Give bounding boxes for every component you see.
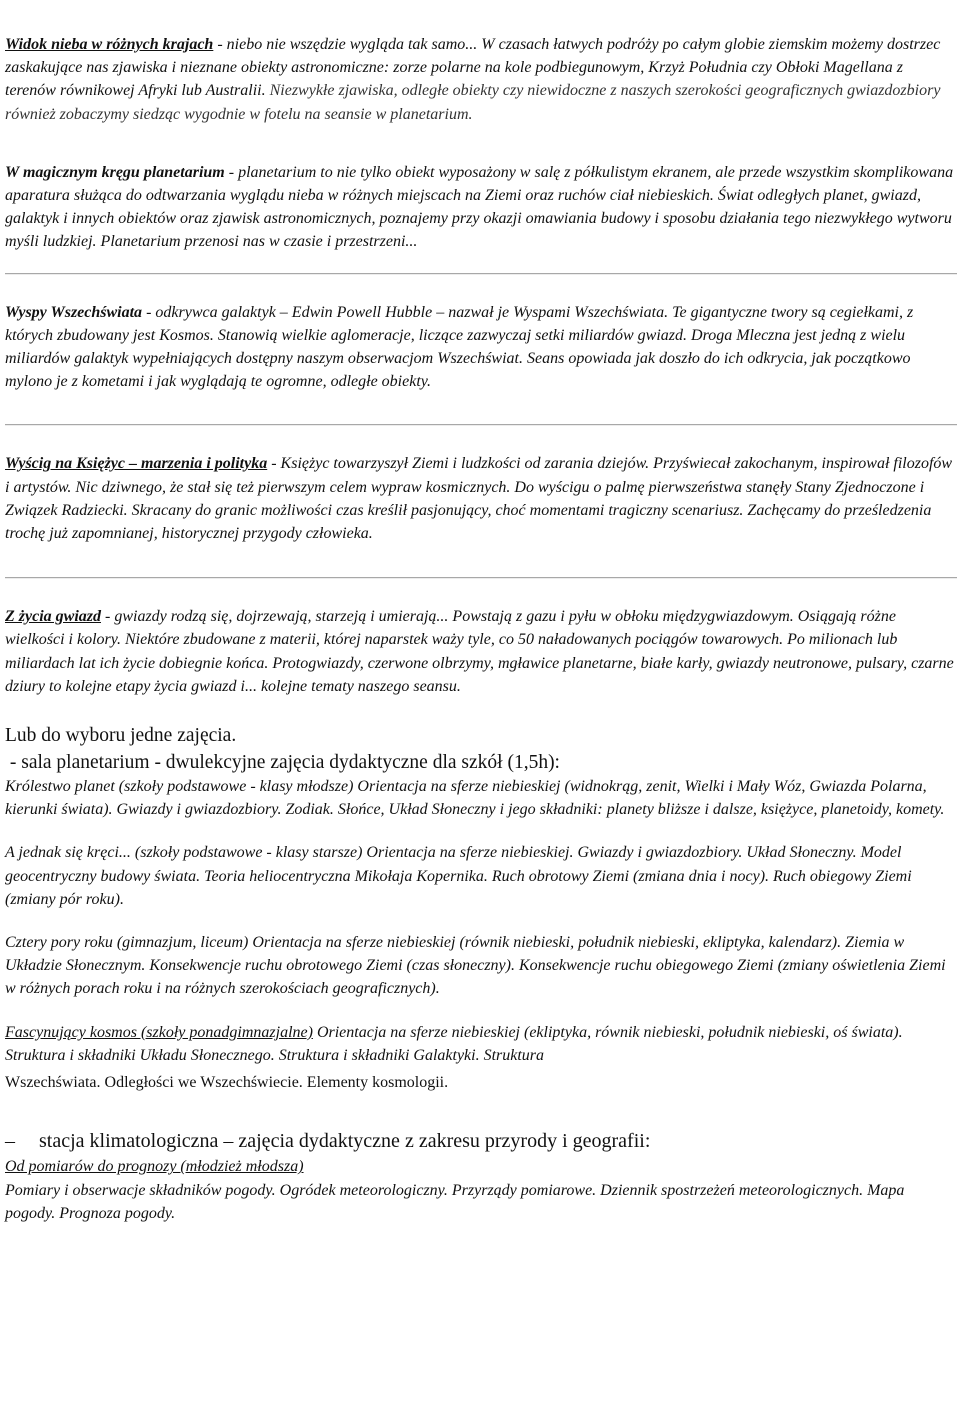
document-page: [5, 33, 957, 1225]
section-divider: [5, 577, 957, 579]
section-divider: [5, 424, 957, 426]
class-cztery-pory-roku: [5, 931, 957, 1001]
station-heading: [5, 1129, 957, 1153]
section-text: planetarium to nie tylko obiekt wyposażony w salę z półkulistym ekranem, ale przede wszystkim skomplikowana aparatura służąca do odtwarzania wyglądu nieba w różnych miejscach na Ziemi oraz ruchów ciał niebieskich. Świat odległych planet, gwiazd, galaktyk i innych obiektów oraz zjawisk astronomicznych, poznajemy przy okazji omawiania budowy i sposobu działania tego niezwykłego wytworu myśli ludzkiej. Planetarium przenosi nas w czasie i przestrzeni...: [5, 163, 954, 251]
section-title: Widok nieba w różnych krajach: [5, 36, 214, 53]
class-text: Orientacja na sferze niebieskiej (równik niebieski, południk niebieski, ekliptyka, kalendarz). Ziemia w Układzie Słonecznym. Konsekwencje ruchu obrotowego Ziemi (czas słoneczny). Konsekwencje ruchu obiegowego Ziemi (zmiany oświetlenia Ziemi w różnych porach roku i na różnych szerokościach geograficznych).: [5, 934, 946, 998]
section-text: niebo nie wszędzie wygląda tak samo... W czasach łatwych podróży po całym globie ziemskim możemy dostrzec zaskakujące nas zjawiska i nieznane obiekty astronomiczne: zorze polarne na kole podbiegunowym, Krzyż Południa czy Obłoki Magellana z terenów równikowej Afryki lub Australii.: [5, 36, 941, 100]
class-krolestwo-planet: [5, 775, 957, 821]
section-text: odkrywca galaktyk – Edwin Powell Hubble – nazwał je Wyspami Wszechświata. Te gigantyczne twory są cegiełkami, z których zbudowany jest Kosmos. Stanowią wielkie aglomeracje, liczące zazwyczaj setki miliardów gwiazd. Droga Mleczna jest jedną z wielu miliardów galaktyk wypełniających dostępny naszym obserwacjom Wszechświat. Seans opowiada jak doszło do ich odkrycia, jak początkowo mylono je z kometami i jak wyglądają te ogromne, odległe obiekty.: [5, 303, 914, 391]
section-title: Wyścig na Księżyc – marzenia i polityka: [5, 455, 268, 473]
class-text: Orientacja na sferze niebieskiej (ekliptyka, równik niebieski, południk niebieski, oś świata). Struktura i składniki Układu Słonecznego. Struktura i składniki Galaktyki. Struktura: [5, 1023, 903, 1064]
class-text: Orientacja na sferze niebieskiej (widnokrąg, zenit, Wielki i Mały Wóz, Gwiazda Polarna, kierunki świata). Gwiazdy i gwiazdozbiory. Zodiak. Słońce, Układ Słoneczny i jego składniki: planety bliższe i dalsze, księżyce, planetoidy, komety.: [5, 778, 945, 819]
class-title: A jednak się kręci... (szkoły podstawowe - klasy starsze): [5, 844, 363, 862]
station-subtitle: Od pomiarów do prognozy (młodzież młodsza): [5, 1158, 304, 1176]
section-widok-nieba: Widok nieba w różnych krajach - niebo nie wszędzie wygląda tak samo... W czasach łatwych podróży po całym globie ziemskim możemy dostrzec zaskakujące nas zjawiska i nieznane obiekty astronomiczne: zorze polarne na kole podbiegunowym, Krzyż Południa czy Obłoki Magellana z terenów równikowej Afryki lub Australii. Niezwykłe zjawiska, odległe obiekty czy niewidoczne z naszych szerokości geograficznych gwiazdozbiory również zobaczymy siedząc wygodnie w fotelu na seansie w planetarium.: [5, 36, 941, 123]
choice-heading: Lub do wyboru jedne zajęcia.: [5, 725, 237, 747]
section-magiczny-krag: W magicznym kręgu planetarium - planetarium to nie tylko obiekt wyposażony w salę z półkulistym ekranem, ale przede wszystkim skomplikowana aparatura służąca do odtwarzania wyglądu nieba w różnych miejscach na Ziemi oraz ruchów ciał niebieskich. Świat odległych planet, gwiazd, galaktyk i innych obiektów oraz zjawisk astronomicznych, poznajemy przy okazji omawiania budowy i sposobu działania tego niezwykłego wytworu myśli ludzkiej. Planetarium przenosi nas w czasie i przestrzeni...: [5, 163, 954, 251]
section-title: Z życia gwiazd: [5, 608, 101, 626]
section-wyscig-na-ksiezyc: Wyścig na Księżyc – marzenia i polityka - Księżyc towarzyszył Ziemi i ludzkości od zarania dziejów. Przyświecał zakochanym, inspirował filozofów i artystów. Nic dziwnego, że stał się też pierwszym celem wypraw kosmicznych. Do wyścigu o palmę pierwszeństwa stanęły Stany Zjednoczone i Związek Radziecki. Skracany do granic możliwości czas kreślił pasjonujący, choć momentami tragiczny scenariusz. Zachęcamy do prześledzenia trochę już zapomnianej, historycznej przygody człowieka.: [5, 455, 953, 543]
station-text: Pomiary i obserwacje składników pogody. Ogródek meteorologiczny. Przyrządy pomiarowe. Dziennik spostrzeżeń meteorologicznych. Mapa pogody. Prognoza pogody.: [5, 1181, 905, 1222]
section-title: W magicznym kręgu planetarium: [5, 163, 225, 181]
section-divider: [5, 273, 957, 275]
sala-planetarium-heading: - sala planetarium - dwulekcyjne zajęcia dydaktyczne dla szkół (1,5h):: [5, 752, 560, 774]
class-title: Królestwo planet (szkoły podstawowe - klasy młodsze): [5, 778, 354, 796]
class-fascynujacy-kosmos: [5, 1021, 957, 1067]
class-text: Orientacja na sferze niebieskiej. Gwiazdy i gwiazdozbiory. Układ Słoneczny. Model geocentryczny budowy świata. Teoria heliocentryczna Mikołaja Kopernika. Ruch obrotowy Ziemi (zmiana dnia i nocy). Ruch obiegowy Ziemi (zmiany pór roku).: [5, 844, 912, 908]
station-dash: –: [5, 1130, 15, 1153]
class-title: Fascynujący kosmos (szkoły ponadgimnazjalne): [5, 1023, 313, 1041]
section-wyspy-wszechswiata: Wyspy Wszechświata - odkrywca galaktyk – Edwin Powell Hubble – nazwał je Wyspami Wszechświata. Te gigantyczne twory są cegiełkami, z których zbudowany jest Kosmos. Stanowią wielkie aglomeracje, liczące zazwyczaj setki miliardów gwiazd. Droga Mleczna jest jedną z wielu miliardów galaktyk wypełniających dostępny naszym obserwacjom Wszechświat. Seans opowiada jak doszło do ich odkrycia, jak początkowo mylono je z kometami i jak wyglądają te ogromne, odległe obiekty.: [5, 303, 914, 391]
section-title: Wyspy Wszechświata: [5, 303, 143, 321]
class-a-jednak-sie-kreci: [5, 841, 957, 911]
section-z-zycia-gwiazd: Z życia gwiazd - gwiazdy rodzą się, dojrzewają, starzeją i umierają... Powstają z gazu i pyłu w obłoku międzygwiazdowym. Osiągają różne wielkości i kolory. Niektóre zbudowane z materii, której naparstek waży tyle, co 50 naładowanych pociągów towarowych. Po milionach lub miliardach lat ich życie dobiegnie końca. Protogwiazdy, czerwone olbrzymy, mgławice planetarne, białe karły, gwiazdy neutronowe, pulsary, czarne dziury to kolejne etapy życia gwiazd i... kolejne tematy naszego seansu.: [5, 608, 954, 695]
section-text: gwiazdy rodzą się, dojrzewają, starzeją i umierają... Powstają z gazu i pyłu w obłoku międzygwiazdowym. Osiągają różne wielkości i kolory. Niektóre zbudowane z materii, której naparstek waży tyle, co 50 naładowanych pociągów towarowych. Po milionach lub miliardach lat ich życie dobiegnie końca. Protogwiazdy, czerwone olbrzymy, mgławice planetarne, białe karły, gwiazdy neutronowe, pulsary, czarne dziury to kolejne etapy życia gwiazd i... kolejne tematy naszego seansu.: [5, 608, 954, 695]
class-fascynujacy-kosmos-tail: Wszechświata. Odległości we Wszechświecie. Elementy kosmologii.: [5, 1074, 449, 1092]
section-text: Księżyc towarzyszył Ziemi i ludzkości od zarania dziejów. Przyświecał zakochanym, inspirował filozofów i artystów. Nic dziwnego, że stał się też pierwszym celem wypraw kosmicznych. Do wyścigu o palmę pierwszeństwa stanęły Stany Zjednoczone i Związek Radziecki. Skracany do granic możliwości czas kreślił pasjonujący, choć momentami tragiczny scenariusz. Zachęcamy do prześledzenia trochę już zapomnianej, historycznej przygody człowieka.: [5, 455, 953, 543]
section-text-continued: Niezwykłe zjawiska, odległe obiekty czy niewidoczne z naszych szerokości geograficznych gwiazdozbiory również zobaczymy siedząc wygodnie w fotelu na seansie w planetarium.: [5, 82, 941, 123]
class-title: Cztery pory roku (gimnazjum, liceum): [5, 934, 249, 952]
station-heading-text: stacja klimatologiczna – zajęcia dydaktyczne z zakresu przyrody i geografii:: [39, 1130, 651, 1153]
